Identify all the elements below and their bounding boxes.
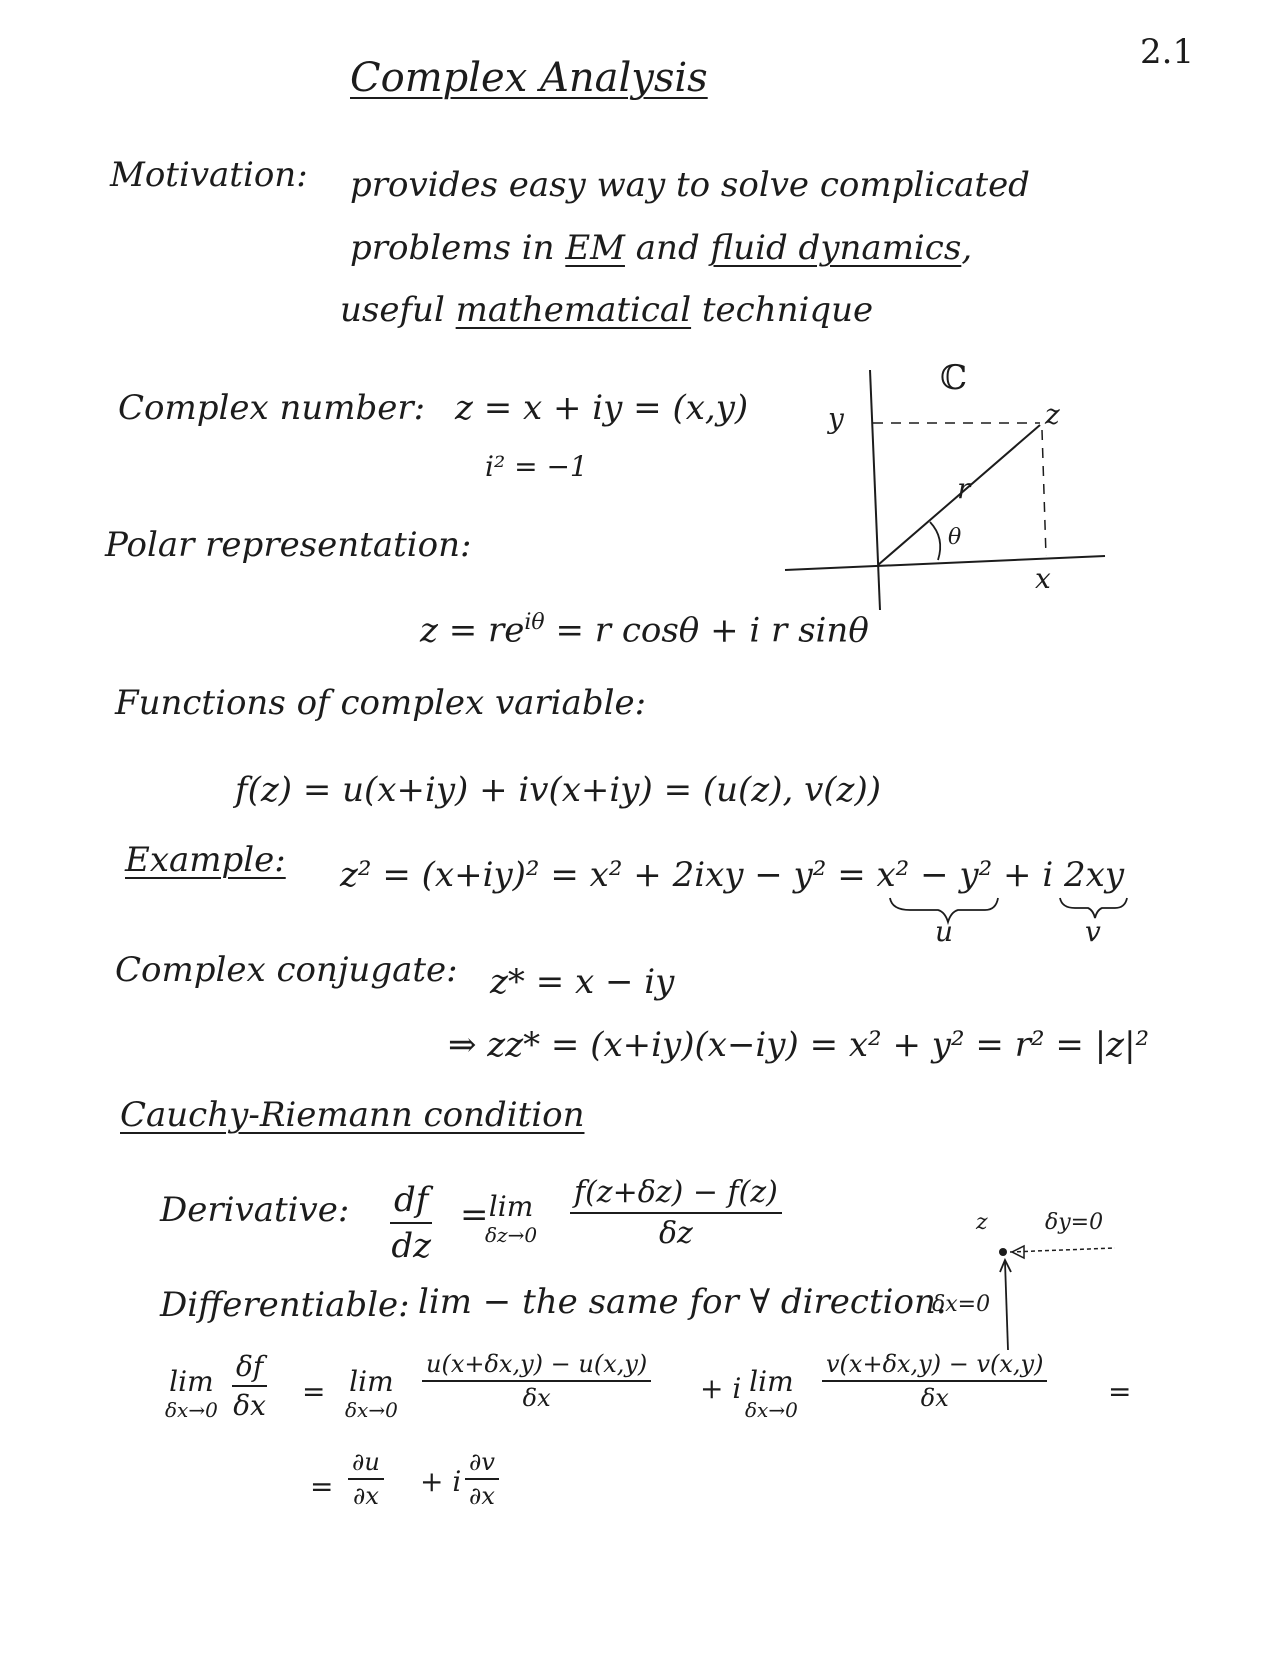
row-limit-u (345, 1365, 398, 1422)
complex-number-label: Complex number: (118, 388, 426, 428)
differentiable-label: Differentiable: (160, 1285, 410, 1325)
final-du-dx: ∂x (352, 1482, 379, 1510)
final-plus-i: + i (420, 1465, 462, 1498)
page-title: Complex Analysis (350, 55, 708, 101)
example-label: Example: (125, 840, 286, 880)
polar-exponent: iθ (524, 610, 545, 635)
motivation-line-2-b: and (624, 228, 711, 268)
motivation-line-2-c: , (961, 228, 973, 268)
final-du: ∂u (348, 1448, 384, 1480)
x-axis-label: x (1035, 562, 1051, 595)
fluid-dynamics-term: fluid dynamics (710, 228, 962, 268)
z-point-label: z (1045, 398, 1060, 431)
example-plus-i: + i (992, 855, 1065, 895)
example-formula-main: z² = (x+iy)² = x² + 2ixy − y² = (340, 855, 877, 895)
dz-denominator: dz (391, 1226, 432, 1266)
motivation-line-1: provides easy way to solve complicated (350, 165, 1030, 205)
conjugate-formula-1: z* = x − iy (490, 962, 675, 1002)
final-dv-dx: ∂x (469, 1482, 495, 1510)
row-limit-v (745, 1365, 798, 1422)
row-u-num: u(x+δx,y) − u(x,y) (422, 1350, 651, 1382)
vertical-approach (1005, 1262, 1008, 1350)
v-label: v (1085, 915, 1101, 948)
sketch-dy-label: δy=0 (1045, 1210, 1104, 1235)
row-sub-lhs: δx→0 (165, 1398, 218, 1422)
r-label: r (957, 472, 971, 505)
y-axis-label: y (828, 402, 844, 435)
derivative-label: Derivative: (160, 1190, 350, 1230)
conjugate-formula-2: ⇒ zz* = (x+iy)(x−iy) = x² + y² = r² = |z|² (448, 1025, 1150, 1065)
row-lim-u: lim (349, 1365, 394, 1398)
example-v-part: 2xy (1064, 855, 1125, 895)
v-difference-quotient (822, 1350, 1047, 1412)
row-v-den: δx (920, 1384, 949, 1412)
row-trailing-equals: = (1108, 1375, 1132, 1408)
u-difference-quotient (422, 1350, 651, 1412)
row-plus-i: + i (700, 1372, 742, 1405)
functions-label: Functions of complex variable: (115, 683, 647, 723)
difference-numerator: f(z+δz) − f(z) (570, 1175, 782, 1214)
differentiable-text: lim − the same for ∀ direction. (418, 1282, 947, 1322)
final-dv: ∂v (465, 1448, 499, 1480)
difference-denominator: δz (658, 1216, 693, 1251)
final-equals: = (310, 1470, 334, 1503)
row-u-den: δx (522, 1384, 551, 1412)
dv-dx-fraction (465, 1448, 499, 1510)
example-u-part: x² − y² (876, 855, 993, 895)
polar-formula-b: = r cosθ + i r sinθ (544, 610, 869, 651)
z-point (999, 1248, 1007, 1256)
sketch-dx-label: δx=0 (932, 1292, 991, 1317)
motivation-line-3-b: technique (691, 290, 874, 330)
polar-formula-a: z = re (420, 610, 525, 651)
horizontal-approach (1010, 1248, 1115, 1252)
mathematical-term: mathematical (455, 290, 692, 330)
i-squared-formula: i² = −1 (485, 450, 588, 483)
theta-label: θ (948, 525, 962, 550)
df-dx-fraction (232, 1350, 267, 1422)
plane-symbol: ℂ (940, 358, 968, 398)
row-dx: δx (233, 1389, 266, 1422)
conjugate-label: Complex conjugate: (115, 950, 458, 990)
motivation-label: Motivation: (110, 155, 308, 195)
row-equals-1: = (302, 1375, 326, 1408)
page-number: 2.1 (1140, 32, 1195, 72)
df-numerator: df (390, 1180, 432, 1224)
motivation-line-2-a: problems in (350, 228, 566, 268)
derivative-lim: lim (488, 1190, 534, 1223)
derivative-lim-sub: δz→0 (485, 1223, 538, 1247)
row-sub-v: δx→0 (745, 1398, 798, 1422)
row-df: δf (232, 1350, 267, 1387)
derivative-equals: = (460, 1195, 489, 1235)
row-lim-v: lim (749, 1365, 794, 1398)
row-limit-lhs (165, 1365, 218, 1422)
em-term: EM (565, 228, 625, 268)
row-sub-u: δx→0 (345, 1398, 398, 1422)
row-lim-lhs: lim (169, 1365, 214, 1398)
motivation-line-3-a: useful (340, 290, 456, 330)
u-label: u (935, 915, 954, 948)
cauchy-riemann-heading: Cauchy-Riemann condition (120, 1095, 585, 1135)
du-dx-fraction (348, 1448, 384, 1510)
functions-formula: f(z) = u(x+iy) + iv(x+iy) = (u(z), v(z)) (235, 770, 881, 810)
polar-label: Polar representation: (105, 525, 472, 565)
complex-number-formula: z = x + iy = (x,y) (455, 388, 749, 428)
row-v-num: v(x+δx,y) − v(x,y) (822, 1350, 1047, 1382)
sketch-z-label: z (976, 1210, 988, 1235)
